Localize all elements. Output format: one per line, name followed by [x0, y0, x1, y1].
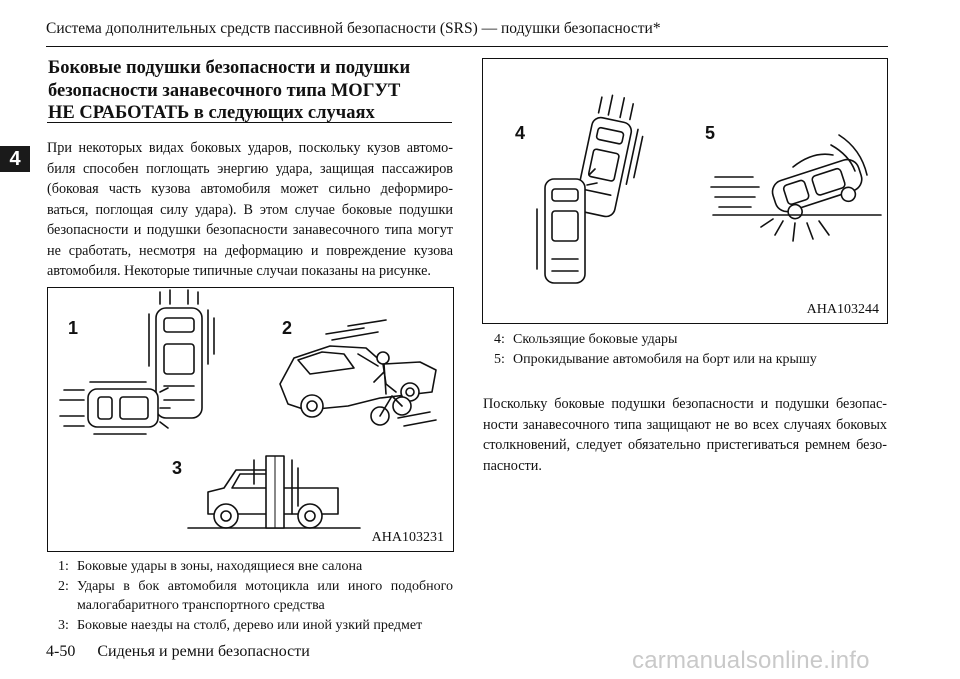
header-divider [46, 46, 888, 47]
caption-number: 4: [494, 332, 505, 347]
caption-item [58, 616, 453, 636]
caption-item [494, 330, 888, 350]
text-line: безопасности и подушки безопасности занавесочного типа могут [47, 222, 453, 238]
caption-item [58, 577, 453, 597]
figure-code: AHA103231 [371, 530, 444, 545]
figure-label: 2 [282, 318, 293, 338]
figure-label: 3 [172, 458, 183, 478]
section-title-line: НЕ СРАБОТАТЬ в следующих случаях [48, 103, 375, 123]
caption-item [58, 557, 453, 577]
caption-text: Боковые удары в зоны, находящиеся вне салона [77, 559, 363, 574]
text-line: (боковая часть кузова автомобиля может сильно деформиро- [47, 181, 453, 197]
caption-text: Удары в бок автомобиля мотоцикла или иного подобного [77, 578, 453, 594]
text-line: ваться, поглощая силу удара). В этом случае боковые подушки [47, 201, 453, 218]
figure-side-impacts [47, 287, 454, 552]
page-footer [46, 643, 310, 661]
caption-item [494, 350, 888, 370]
figure-label: 4 [515, 123, 526, 143]
section-divider [47, 122, 452, 123]
caption-number: 5: [494, 351, 505, 367]
text-line: не сработать, несмотря на деформацию и повреждение кузова [47, 242, 453, 259]
figure-code: AHA103244 [806, 302, 879, 317]
figure2-captions [494, 330, 888, 369]
caption-text: Опрокидывание автомобиля на борт или на крышу [513, 351, 817, 367]
caption-number: 3: [58, 617, 69, 633]
text-line: биля способен поглощать энергию удара, защищая пассажиров [47, 160, 453, 177]
section-title-line: Боковые подушки безопасности и подушки [48, 58, 411, 78]
chapter-tab[interactable]: 4 [0, 146, 30, 172]
figure-glancing-rollover [482, 58, 888, 324]
section-title [48, 57, 458, 125]
text-line: автомобиля. Некоторые типичные случаи показаны на рисунке. [47, 263, 431, 279]
intro-paragraph [47, 138, 453, 282]
figure-label: 1 [68, 318, 79, 338]
watermark: carmanualsonline.info [632, 647, 870, 674]
footer-chapter-title: Сиденья и ремни безопасности [97, 643, 310, 660]
caption-text-continued: малогабаритного транспортного средства [77, 598, 325, 613]
text-line: ности занавесочного типа защищают не во всех случаях боковых [483, 416, 887, 433]
figure-glancing-rollover-illustration [483, 59, 887, 323]
seatbelt-paragraph [483, 394, 887, 476]
caption-text: Скользящие боковые удары [513, 332, 678, 347]
text-line: При некоторых видах боковых ударов, поскольку кузов автомо- [47, 140, 453, 156]
text-line: Поскольку боковые подушки безопасности и подушки безопас- [483, 396, 887, 412]
text-line: пасности. [483, 457, 542, 474]
section-title-line: безопасности занавесочного типа МОГУТ [48, 80, 401, 101]
caption-number: 2: [58, 578, 69, 594]
text-line: столкновений, следует обязательно пристегиваться ремнем безо- [483, 437, 887, 453]
figure-label: 5 [705, 123, 716, 143]
figure-side-impacts-illustration [48, 288, 453, 551]
page-header-title: Система дополнительных средств пассивной безопасности (SRS) — подушки безопасности* [46, 20, 661, 37]
caption-number: 1: [58, 559, 69, 574]
page-number: 4-50 [46, 643, 76, 660]
figure1-captions [58, 557, 453, 635]
caption-text: Боковые наезды на столб, дерево или иной узкий предмет [77, 617, 423, 633]
